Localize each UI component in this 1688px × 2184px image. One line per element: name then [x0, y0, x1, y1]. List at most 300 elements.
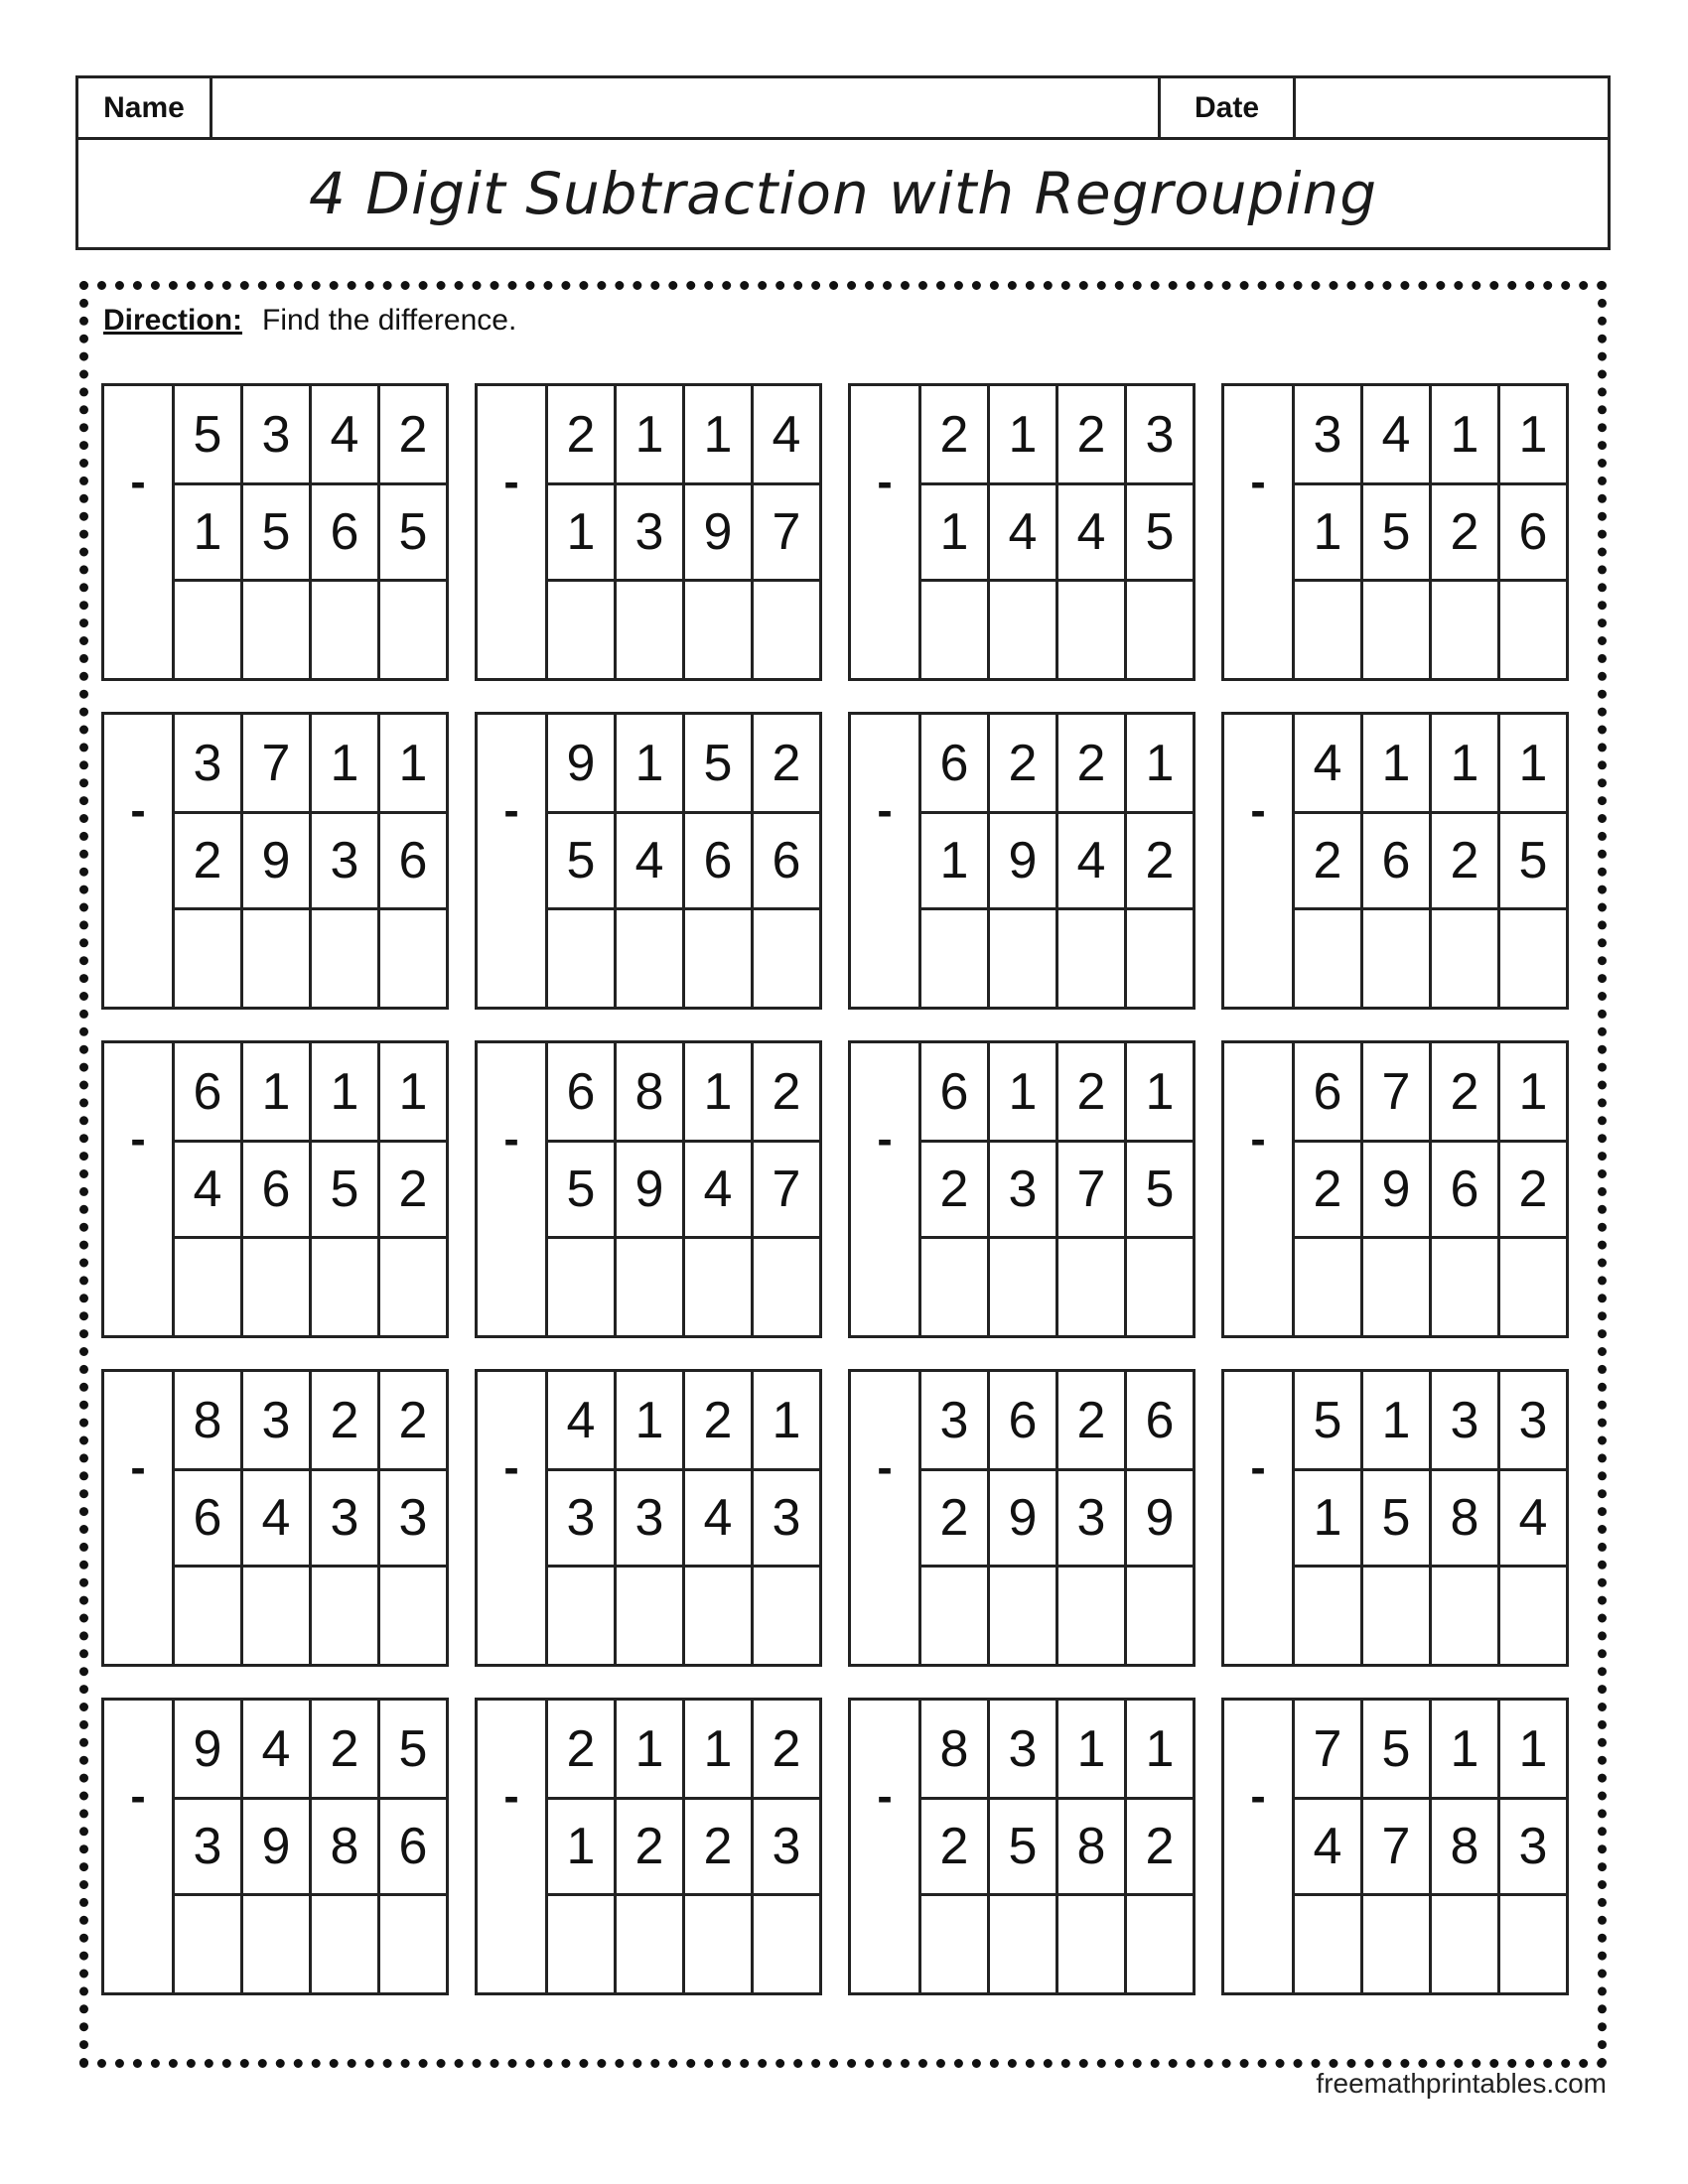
- minuend-digit: 6: [1295, 1043, 1363, 1140]
- answer-cell[interactable]: [1363, 582, 1432, 678]
- minuend-digit: 7: [243, 715, 312, 811]
- subtrahend-digit: 2: [1145, 1818, 1175, 1875]
- minuend-digit: 1: [1363, 1372, 1432, 1468]
- minuend-digit: 1: [1518, 1062, 1548, 1121]
- answer-row: [548, 1896, 819, 1992]
- minuend-digit: 2: [548, 386, 617, 482]
- digit-grid: [918, 1701, 1193, 1992]
- minuend-digit: 6: [548, 1043, 617, 1140]
- minuend-digit: 1: [617, 1701, 685, 1797]
- subtrahend-digit: 9: [990, 814, 1058, 907]
- subtrahend-digit: 6: [312, 485, 380, 579]
- answer-cell[interactable]: [1127, 582, 1193, 678]
- subtrahend-row: [1295, 1143, 1566, 1239]
- subtrahend-digit: 4: [685, 1471, 754, 1565]
- digit-grid: [172, 1701, 446, 1992]
- subtrahend-digit: 7: [1363, 1800, 1432, 1893]
- answer-row: [921, 1568, 1193, 1664]
- answer-cell[interactable]: [1500, 910, 1566, 1007]
- subtrahend-digit: 2: [1295, 814, 1363, 907]
- minuend-digit: 3: [1518, 1391, 1548, 1449]
- answer-cell[interactable]: [990, 1568, 1058, 1664]
- minuend-row: [1295, 1701, 1566, 1800]
- answer-cell[interactable]: [1432, 1239, 1500, 1335]
- minuend-digit: 1: [398, 734, 428, 792]
- answer-cell[interactable]: [312, 1896, 380, 1992]
- minuend-digit: 9: [548, 715, 617, 811]
- answer-cell[interactable]: [685, 1896, 754, 1992]
- problem-box: [475, 1698, 822, 1995]
- answer-cell[interactable]: [312, 910, 380, 1007]
- minuend-digit: 1: [990, 386, 1058, 482]
- answer-cell[interactable]: [754, 910, 819, 1007]
- subtrahend-digit: 6: [1432, 1143, 1500, 1236]
- subtrahend-digit: 2: [1145, 832, 1175, 889]
- subtrahend-row: [175, 1800, 446, 1896]
- header-box: [75, 75, 1611, 250]
- answer-cell[interactable]: [1127, 1239, 1193, 1335]
- problem-box: [1221, 1698, 1569, 1995]
- answer-cell[interactable]: [380, 910, 446, 1007]
- minuend-digit: 5: [1363, 1701, 1432, 1797]
- digit-grid: [1292, 1043, 1566, 1335]
- subtrahend-digit: 5: [398, 503, 428, 561]
- answer-cell[interactable]: [548, 910, 617, 1007]
- subtrahend-digit: 6: [175, 1471, 243, 1565]
- digit-grid: [918, 715, 1193, 1007]
- answer-cell[interactable]: [921, 1239, 990, 1335]
- minuend-digit: 4: [1295, 715, 1363, 811]
- subtrahend-digit: 2: [1295, 1143, 1363, 1236]
- answer-cell[interactable]: [1500, 582, 1566, 678]
- minuend-digit: 2: [1058, 386, 1127, 482]
- minuend-row: [921, 1701, 1193, 1800]
- subtrahend-row: [548, 1471, 819, 1568]
- answer-cell[interactable]: [1127, 910, 1193, 1007]
- minuend-digit: 1: [1145, 1062, 1175, 1121]
- subtrahend-row: [548, 485, 819, 582]
- answer-row: [175, 910, 446, 1007]
- answer-cell[interactable]: [175, 910, 243, 1007]
- subtrahend-digit: 6: [243, 1143, 312, 1236]
- subtrahend-digit: 4: [685, 1143, 754, 1236]
- subtrahend-digit: 4: [175, 1143, 243, 1236]
- problem-box: [1221, 712, 1569, 1010]
- answer-cell[interactable]: [1432, 1568, 1500, 1664]
- subtrahend-row: [1295, 1471, 1566, 1568]
- minuend-row: [1295, 715, 1566, 814]
- name-label: Name: [78, 78, 212, 137]
- answer-cell[interactable]: [617, 910, 685, 1007]
- answer-cell[interactable]: [243, 910, 312, 1007]
- answer-row: [1295, 910, 1566, 1007]
- direction-line: [103, 304, 516, 338]
- answer-cell[interactable]: [617, 1896, 685, 1992]
- minus-sign: -: [503, 1440, 519, 1493]
- answer-cell[interactable]: [312, 582, 380, 678]
- answer-row: [175, 1239, 446, 1335]
- subtrahend-digit: 4: [617, 814, 685, 907]
- answer-row: [548, 582, 819, 678]
- answer-cell[interactable]: [1295, 582, 1363, 678]
- subtrahend-digit: 8: [1432, 1800, 1500, 1893]
- answer-cell[interactable]: [1295, 910, 1363, 1007]
- minus-sign: -: [503, 1769, 519, 1822]
- subtrahend-digit: 5: [1363, 485, 1432, 579]
- answer-cell[interactable]: [175, 582, 243, 678]
- minuend-digit: 1: [685, 1701, 754, 1797]
- answer-cell[interactable]: [548, 1568, 617, 1664]
- answer-cell[interactable]: [243, 1568, 312, 1664]
- answer-cell[interactable]: [175, 1568, 243, 1664]
- answer-cell[interactable]: [312, 1239, 380, 1335]
- minuend-row: [548, 1043, 819, 1143]
- minuend-digit: 1: [312, 1043, 380, 1140]
- minuend-digit: 2: [685, 1372, 754, 1468]
- digit-grid: [172, 386, 446, 678]
- minuend-digit: 3: [1432, 1372, 1500, 1468]
- subtrahend-digit: 9: [243, 814, 312, 907]
- answer-cell[interactable]: [175, 1896, 243, 1992]
- minuend-digit: 2: [1058, 1372, 1127, 1468]
- answer-cell[interactable]: [754, 1896, 819, 1992]
- subtrahend-digit: 2: [921, 1143, 990, 1236]
- problem-box: [848, 1040, 1196, 1338]
- answer-cell[interactable]: [1295, 1239, 1363, 1335]
- digit-grid: [172, 715, 446, 1007]
- answer-row: [175, 582, 446, 678]
- subtrahend-digit: 5: [1145, 503, 1175, 561]
- minuend-digit: 2: [1058, 1043, 1127, 1140]
- answer-row: [175, 1568, 446, 1664]
- subtrahend-row: [1295, 814, 1566, 910]
- problem-box: [101, 383, 449, 681]
- answer-cell[interactable]: [990, 582, 1058, 678]
- minuend-digit: 1: [1145, 1719, 1175, 1778]
- answer-cell[interactable]: [990, 1239, 1058, 1335]
- subtrahend-digit: 3: [1518, 1818, 1548, 1875]
- answer-cell[interactable]: [921, 1568, 990, 1664]
- answer-cell[interactable]: [548, 582, 617, 678]
- subtrahend-digit: 4: [243, 1471, 312, 1565]
- answer-cell[interactable]: [1363, 1896, 1432, 1992]
- answer-cell[interactable]: [1363, 1239, 1432, 1335]
- answer-row: [921, 1896, 1193, 1992]
- subtrahend-digit: 3: [312, 1471, 380, 1565]
- answer-cell[interactable]: [990, 910, 1058, 1007]
- answer-cell[interactable]: [1500, 1568, 1566, 1664]
- subtrahend-digit: 3: [772, 1489, 801, 1547]
- problem-box: [101, 1698, 449, 1995]
- subtrahend-row: [921, 1143, 1193, 1239]
- digit-grid: [545, 1372, 819, 1664]
- answer-cell[interactable]: [380, 1896, 446, 1992]
- name-field[interactable]: [212, 78, 1161, 137]
- minuend-digit: 2: [990, 715, 1058, 811]
- subtrahend-digit: 3: [548, 1471, 617, 1565]
- direction-text: Find the difference.: [262, 304, 517, 337]
- subtrahend-digit: 5: [243, 485, 312, 579]
- answer-cell[interactable]: [380, 582, 446, 678]
- date-label: Date: [1161, 78, 1296, 137]
- problem-box: [1221, 383, 1569, 681]
- minuend-digit: 3: [175, 715, 243, 811]
- digit-grid: [1292, 1701, 1566, 1992]
- subtrahend-digit: 3: [312, 814, 380, 907]
- minuend-digit: 5: [1295, 1372, 1363, 1468]
- answer-cell[interactable]: [617, 1239, 685, 1335]
- minus-sign: -: [877, 1769, 893, 1822]
- minuend-row: [921, 386, 1193, 485]
- subtrahend-digit: 1: [1295, 485, 1363, 579]
- answer-cell[interactable]: [243, 582, 312, 678]
- minuend-digit: 2: [398, 405, 428, 464]
- minuend-row: [921, 1043, 1193, 1143]
- digit-grid: [918, 386, 1193, 678]
- minuend-digit: 1: [617, 1372, 685, 1468]
- answer-cell[interactable]: [1127, 1896, 1193, 1992]
- minus-sign: -: [1250, 1112, 1266, 1164]
- subtrahend-digit: 9: [243, 1800, 312, 1893]
- minuend-digit: 1: [1145, 734, 1175, 792]
- minus-sign: -: [877, 455, 893, 507]
- subtrahend-digit: 4: [1058, 814, 1127, 907]
- minuend-digit: 1: [990, 1043, 1058, 1140]
- answer-cell[interactable]: [243, 1896, 312, 1992]
- subtrahend-row: [175, 814, 446, 910]
- answer-cell[interactable]: [380, 1239, 446, 1335]
- subtrahend-digit: 3: [990, 1143, 1058, 1236]
- minuend-digit: 4: [312, 386, 380, 482]
- minuend-digit: 6: [921, 1043, 990, 1140]
- minuend-row: [175, 715, 446, 814]
- minuend-row: [548, 386, 819, 485]
- answer-cell[interactable]: [921, 910, 990, 1007]
- subtrahend-row: [175, 1471, 446, 1568]
- subtrahend-digit: 4: [1518, 1489, 1548, 1547]
- minuend-row: [175, 386, 446, 485]
- minuend-digit: 1: [685, 1043, 754, 1140]
- subtrahend-digit: 6: [1518, 503, 1548, 561]
- subtrahend-digit: 1: [921, 814, 990, 907]
- minuend-digit: 1: [1432, 386, 1500, 482]
- answer-cell[interactable]: [1432, 1896, 1500, 1992]
- answer-cell[interactable]: [1500, 1239, 1566, 1335]
- minuend-digit: 8: [921, 1701, 990, 1797]
- minuend-digit: 1: [772, 1391, 801, 1449]
- minuend-digit: 6: [921, 715, 990, 811]
- subtrahend-digit: 5: [1145, 1160, 1175, 1218]
- minus-sign: -: [877, 1112, 893, 1164]
- minuend-digit: 3: [921, 1372, 990, 1468]
- minuend-digit: 2: [772, 1062, 801, 1121]
- subtrahend-digit: 9: [617, 1143, 685, 1236]
- subtrahend-digit: 3: [617, 1471, 685, 1565]
- problem-box: [848, 383, 1196, 681]
- minuend-digit: 2: [1432, 1043, 1500, 1140]
- answer-cell[interactable]: [243, 1239, 312, 1335]
- minuend-digit: 1: [685, 386, 754, 482]
- answer-row: [1295, 582, 1566, 678]
- answer-cell[interactable]: [1058, 582, 1127, 678]
- answer-row: [1295, 1896, 1566, 1992]
- minuend-digit: 6: [1145, 1391, 1175, 1449]
- answer-cell[interactable]: [921, 1896, 990, 1992]
- minus-sign: -: [877, 783, 893, 836]
- answer-cell[interactable]: [617, 582, 685, 678]
- subtrahend-digit: 1: [921, 485, 990, 579]
- minuend-digit: 3: [243, 1372, 312, 1468]
- minus-sign: -: [1250, 455, 1266, 507]
- problem-box: [101, 1369, 449, 1667]
- answer-cell[interactable]: [548, 1896, 617, 1992]
- subtrahend-digit: 6: [398, 832, 428, 889]
- minuend-digit: 2: [921, 386, 990, 482]
- answer-cell[interactable]: [380, 1568, 446, 1664]
- subtrahend-digit: 2: [617, 1800, 685, 1893]
- minuend-digit: 3: [243, 386, 312, 482]
- minus-sign: -: [1250, 1440, 1266, 1493]
- subtrahend-digit: 9: [1363, 1143, 1432, 1236]
- digit-grid: [918, 1372, 1193, 1664]
- answer-cell[interactable]: [548, 1239, 617, 1335]
- subtrahend-digit: 2: [1432, 485, 1500, 579]
- answer-row: [921, 582, 1193, 678]
- subtrahend-digit: 2: [175, 814, 243, 907]
- minus-sign: -: [130, 783, 146, 836]
- answer-cell[interactable]: [1058, 1896, 1127, 1992]
- subtrahend-digit: 1: [1295, 1471, 1363, 1565]
- subtrahend-row: [175, 1143, 446, 1239]
- answer-cell[interactable]: [1058, 1239, 1127, 1335]
- minuend-digit: 3: [990, 1701, 1058, 1797]
- minuend-row: [1295, 1043, 1566, 1143]
- subtrahend-digit: 1: [175, 485, 243, 579]
- minuend-digit: 1: [1518, 1719, 1548, 1778]
- answer-cell[interactable]: [1500, 1896, 1566, 1992]
- minuend-digit: 7: [1295, 1701, 1363, 1797]
- answer-cell[interactable]: [312, 1568, 380, 1664]
- minuend-digit: 4: [1363, 386, 1432, 482]
- answer-row: [175, 1896, 446, 1992]
- subtrahend-digit: 2: [921, 1471, 990, 1565]
- minuend-digit: 6: [990, 1372, 1058, 1468]
- minuend-row: [921, 1372, 1193, 1471]
- minuend-row: [1295, 1372, 1566, 1471]
- answer-cell[interactable]: [175, 1239, 243, 1335]
- problem-box: [101, 712, 449, 1010]
- subtrahend-digit: 3: [398, 1489, 428, 1547]
- answer-cell[interactable]: [921, 582, 990, 678]
- subtrahend-digit: 9: [685, 485, 754, 579]
- problem-box: [475, 712, 822, 1010]
- answer-cell[interactable]: [1432, 582, 1500, 678]
- problem-box: [848, 1369, 1196, 1667]
- answer-cell[interactable]: [685, 1239, 754, 1335]
- minuend-digit: 1: [243, 1043, 312, 1140]
- subtrahend-digit: 5: [990, 1800, 1058, 1893]
- answer-cell[interactable]: [1432, 910, 1500, 1007]
- subtrahend-digit: 5: [1363, 1471, 1432, 1565]
- answer-cell[interactable]: [685, 582, 754, 678]
- subtrahend-digit: 1: [548, 1800, 617, 1893]
- digit-grid: [1292, 1372, 1566, 1664]
- minuend-digit: 1: [1363, 715, 1432, 811]
- answer-row: [548, 910, 819, 1007]
- minus-sign: -: [130, 1769, 146, 1822]
- subtrahend-digit: 5: [548, 814, 617, 907]
- subtrahend-row: [921, 814, 1193, 910]
- minuend-digit: 4: [772, 405, 801, 464]
- problem-box: [1221, 1369, 1569, 1667]
- minuend-digit: 8: [175, 1372, 243, 1468]
- answer-cell[interactable]: [1363, 1568, 1432, 1664]
- subtrahend-digit: 4: [990, 485, 1058, 579]
- answer-cell[interactable]: [754, 1239, 819, 1335]
- problem-box: [101, 1040, 449, 1338]
- answer-cell[interactable]: [1058, 1568, 1127, 1664]
- minuend-digit: 4: [548, 1372, 617, 1468]
- problem-box: [475, 1369, 822, 1667]
- minuend-digit: 2: [312, 1701, 380, 1797]
- digit-grid: [545, 1701, 819, 1992]
- answer-cell[interactable]: [754, 1568, 819, 1664]
- subtrahend-digit: 8: [312, 1800, 380, 1893]
- answer-cell[interactable]: [1363, 910, 1432, 1007]
- minuend-digit: 1: [617, 715, 685, 811]
- answer-cell[interactable]: [1295, 1568, 1363, 1664]
- minus-sign: -: [130, 1440, 146, 1493]
- answer-cell[interactable]: [617, 1568, 685, 1664]
- answer-row: [548, 1568, 819, 1664]
- minuend-digit: 2: [772, 1719, 801, 1778]
- digit-grid: [918, 1043, 1193, 1335]
- answer-cell[interactable]: [990, 1896, 1058, 1992]
- answer-cell[interactable]: [1058, 910, 1127, 1007]
- minuend-digit: 1: [312, 715, 380, 811]
- answer-cell[interactable]: [1127, 1568, 1193, 1664]
- minuend-digit: 1: [1432, 715, 1500, 811]
- minuend-digit: 5: [398, 1719, 428, 1778]
- digit-grid: [172, 1043, 446, 1335]
- minus-sign: -: [130, 1112, 146, 1164]
- subtrahend-digit: 6: [772, 832, 801, 889]
- problem-box: [848, 712, 1196, 1010]
- minuend-row: [175, 1372, 446, 1471]
- minus-sign: -: [130, 455, 146, 507]
- answer-cell[interactable]: [685, 1568, 754, 1664]
- digit-grid: [545, 715, 819, 1007]
- minuend-row: [548, 1372, 819, 1471]
- minus-sign: -: [1250, 783, 1266, 836]
- answer-cell[interactable]: [754, 582, 819, 678]
- subtrahend-digit: 2: [398, 1160, 428, 1218]
- answer-cell[interactable]: [1295, 1896, 1363, 1992]
- subtrahend-digit: 8: [1432, 1471, 1500, 1565]
- minuend-row: [548, 715, 819, 814]
- subtrahend-row: [1295, 1800, 1566, 1896]
- answer-cell[interactable]: [685, 910, 754, 1007]
- subtrahend-digit: 5: [548, 1143, 617, 1236]
- subtrahend-digit: 9: [990, 1471, 1058, 1565]
- minus-sign: -: [503, 783, 519, 836]
- minuend-digit: 1: [1058, 1701, 1127, 1797]
- minuend-digit: 6: [175, 1043, 243, 1140]
- minuend-digit: 1: [1432, 1701, 1500, 1797]
- date-field[interactable]: [1296, 78, 1608, 137]
- subtrahend-digit: 9: [1145, 1489, 1175, 1547]
- subtrahend-row: [921, 1800, 1193, 1896]
